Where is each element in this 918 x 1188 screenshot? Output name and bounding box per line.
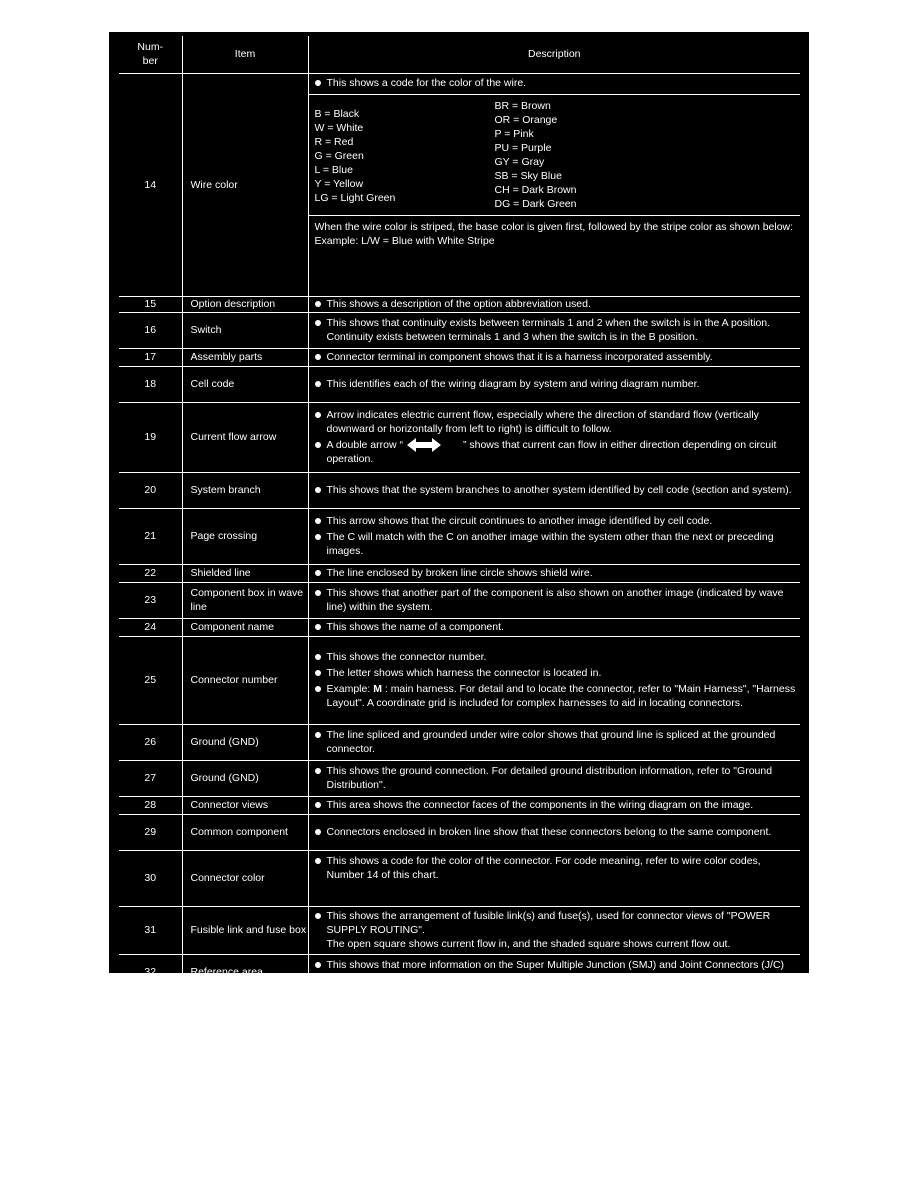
row-description xyxy=(308,312,800,348)
double-arrow-icon xyxy=(407,438,441,452)
row-description xyxy=(308,724,800,760)
bullet-text xyxy=(327,620,797,634)
bullet xyxy=(315,316,797,344)
row-item: Ground (GND) xyxy=(182,760,308,796)
row-number: 29 xyxy=(119,814,182,850)
color-code: BR = Brown xyxy=(494,99,551,112)
bullet-dot-icon xyxy=(315,768,321,774)
row-22 xyxy=(119,564,800,582)
color-code: W = White xyxy=(314,121,364,134)
bullet-text xyxy=(327,297,797,311)
bullet xyxy=(315,483,797,497)
bullet-dot-icon xyxy=(315,962,321,968)
bullet xyxy=(315,764,797,792)
row-number: 25 xyxy=(119,636,182,724)
row-item: Connector views xyxy=(182,796,308,814)
row-number: 28 xyxy=(119,796,182,814)
bullet-dot-icon xyxy=(315,301,321,307)
row-item: Current flow arrow xyxy=(182,402,308,472)
row-description xyxy=(308,564,800,582)
bullet-text xyxy=(327,566,797,580)
bullet-text: This shows a code for the color of the wire. xyxy=(326,76,527,89)
row-description xyxy=(308,296,800,312)
row-item: Component box in wave line xyxy=(182,582,308,618)
row-item: Connector number xyxy=(182,636,308,724)
row-number: 32 xyxy=(119,954,182,990)
bullet-text xyxy=(327,650,797,664)
row-description xyxy=(308,366,800,402)
bullet-label: This shows that more information on the Super Multiple Junction (SMJ) and Joint Connectors (J/C) exists. xyxy=(326,959,785,985)
row-item: Reference area xyxy=(182,954,308,990)
color-code: R = Red xyxy=(314,135,354,148)
bullet-label: This shows that continuity exists between terminals 1 and 2 when the switch is in the A position. Continuity exists between terminals 1 and 3 when the switch is in the B position. xyxy=(326,317,771,343)
extra-line: The open square shows current flow in, and the shaded square shows current flow out. xyxy=(326,938,731,950)
row-description xyxy=(308,760,800,796)
striped-example: Example: L/W = Blue with White Stripe xyxy=(314,234,495,247)
row-description xyxy=(308,73,800,296)
bullet-text xyxy=(327,825,797,839)
bullet-dot-icon xyxy=(315,829,321,835)
row-number: 30 xyxy=(119,850,182,906)
row-31 xyxy=(119,906,800,954)
example-lead: Example: xyxy=(326,683,374,695)
row-description xyxy=(308,402,800,472)
row-28 xyxy=(119,796,800,814)
legend-table xyxy=(119,36,800,991)
bullet xyxy=(315,958,797,986)
color-code: G = Green xyxy=(314,149,364,162)
bullet-text xyxy=(327,764,797,792)
bullet-dot-icon xyxy=(315,913,321,919)
bullet-text xyxy=(327,682,797,710)
bullet-text xyxy=(327,728,797,756)
color-code: CH = Dark Brown xyxy=(494,183,577,196)
bullet-label: This shows the connector number. xyxy=(326,651,487,663)
bullet-label: The letter shows which harness the connector is located in. xyxy=(326,667,602,679)
row-description xyxy=(308,348,800,366)
row-item: Page crossing xyxy=(182,508,308,564)
row-number: 26 xyxy=(119,724,182,760)
row-description xyxy=(308,814,800,850)
row-21 xyxy=(119,508,800,564)
bullet-label: This identifies each of the wiring diagram by system and wiring diagram number. xyxy=(326,378,700,390)
row-description xyxy=(308,906,800,954)
bullet-text xyxy=(327,909,797,937)
bullet-dot-icon xyxy=(315,80,321,86)
row-number: 19 xyxy=(119,402,182,472)
bullet-label: Connector terminal in component shows that it is a harness incorporated assembly. xyxy=(326,351,713,363)
row-16 xyxy=(119,312,800,348)
row-26 xyxy=(119,724,800,760)
row-17 xyxy=(119,348,800,366)
row-description xyxy=(308,582,800,618)
bullet-dot-icon xyxy=(315,487,321,493)
bullet xyxy=(315,728,797,756)
header-item: Item xyxy=(182,36,308,73)
row-item: Component name xyxy=(182,618,308,636)
bullet-label: This shows the ground connection. For detailed ground distribution information, refer to "Ground Distribution". xyxy=(326,765,773,791)
bullet xyxy=(315,377,797,391)
color-code: GY = Gray xyxy=(494,155,545,168)
bullet xyxy=(315,825,797,839)
bullet-text xyxy=(327,316,797,344)
row-19 xyxy=(119,402,800,472)
bullet xyxy=(315,76,797,90)
row-24 xyxy=(119,618,800,636)
header-description: Description xyxy=(308,36,800,73)
row-description xyxy=(308,472,800,508)
bullet-label: The line spliced and grounded under wire color shows that ground line is spliced at the grounded connector. xyxy=(326,729,776,755)
row-item: Switch xyxy=(182,312,308,348)
row-item: Connector color xyxy=(182,850,308,906)
row-item: Cell code xyxy=(182,366,308,402)
bullet xyxy=(315,854,797,882)
bullet-text xyxy=(327,798,797,812)
row-description xyxy=(308,954,800,990)
row-18 xyxy=(119,366,800,402)
row-number: 21 xyxy=(119,508,182,564)
bullet-label: This shows a code for the color of the connector. For code meaning, refer to wire color codes, Number 14 of this chart. xyxy=(326,854,761,881)
bullet-text xyxy=(327,350,797,364)
arrow-lead: A double arrow “ xyxy=(326,438,403,451)
bullet xyxy=(315,650,797,664)
row-30 xyxy=(119,850,800,906)
bullet xyxy=(315,682,797,710)
row-number: 15 xyxy=(119,296,182,312)
header-row xyxy=(119,36,800,73)
row-description xyxy=(308,618,800,636)
bullet-dot-icon xyxy=(315,442,321,448)
color-code: B = Black xyxy=(314,107,360,120)
row-27 xyxy=(119,760,800,796)
header-number: Num- ber xyxy=(119,36,182,73)
row-number: 23 xyxy=(119,582,182,618)
row-number: 14 xyxy=(119,73,182,296)
wire-color-codes xyxy=(315,99,797,211)
bullet-dot-icon xyxy=(315,381,321,387)
bullet-dot-icon xyxy=(315,570,321,576)
wiring-legend-sheet xyxy=(109,32,809,985)
codes-left-column xyxy=(315,99,495,211)
bullet-text xyxy=(327,514,797,528)
row-item: Option description xyxy=(182,296,308,312)
row-item: Shielded line xyxy=(182,564,308,582)
color-code: Y = Yellow xyxy=(314,177,364,190)
bullet-text xyxy=(327,408,797,436)
bullet xyxy=(315,514,797,528)
row-item: System branch xyxy=(182,472,308,508)
arrow-tail: ” shows that current can flow in either direction depending on circuit operation. xyxy=(326,438,777,466)
row-number: 17 xyxy=(119,348,182,366)
bullet-text xyxy=(327,958,797,986)
row-description xyxy=(308,796,800,814)
row-item: Assembly parts xyxy=(182,348,308,366)
bullet xyxy=(315,798,797,812)
bullet-dot-icon xyxy=(315,320,321,326)
row-item: Common component xyxy=(182,814,308,850)
bullet xyxy=(315,438,797,466)
color-code: DG = Dark Green xyxy=(494,197,577,210)
bullet-label: This shows that the system branches to another system identified by cell code (section and system). xyxy=(326,484,792,496)
bullet xyxy=(315,909,797,937)
row-29 xyxy=(119,814,800,850)
bullet-dot-icon xyxy=(315,624,321,630)
bullet-dot-icon xyxy=(315,732,321,738)
color-code: OR = Orange xyxy=(494,113,558,126)
row-number: 31 xyxy=(119,906,182,954)
bullet xyxy=(315,566,797,580)
bullet-text xyxy=(327,438,797,466)
row-description xyxy=(308,636,800,724)
row-description xyxy=(308,508,800,564)
bullet-label: Connectors enclosed in broken line show that these connectors belong to the same component. xyxy=(326,826,772,838)
divider xyxy=(309,94,801,95)
bullet-label: This shows the name of a component. xyxy=(326,621,504,633)
example-tail: : main harness. For detail and to locate the connector, refer to "Main Harness", "Harness Layout". A coordinate grid is included for complex harnesses to aid in locating connectors. xyxy=(326,683,796,709)
bullet-dot-icon xyxy=(315,590,321,596)
bullet-dot-icon xyxy=(315,354,321,360)
row-14 xyxy=(119,73,800,296)
color-code: P = Pink xyxy=(494,127,534,140)
row-15 xyxy=(119,296,800,312)
bullet-dot-icon xyxy=(315,534,321,540)
bullet-text xyxy=(327,666,797,680)
color-code: L = Blue xyxy=(314,163,353,176)
striped-note: When the wire color is striped, the base color is given first, followed by the stripe color as shown below: xyxy=(314,220,794,233)
bullet-label: The line enclosed by broken line circle shows shield wire. xyxy=(326,567,593,579)
bullet xyxy=(315,586,797,614)
bullet-dot-icon xyxy=(315,518,321,524)
bullet-text xyxy=(327,530,797,558)
codes-right-column xyxy=(495,99,797,211)
bullet-dot-icon xyxy=(315,654,321,660)
bullet xyxy=(315,350,797,364)
bullet-label: Arrow indicates electric current flow, especially where the direction of standard flow (vertically downward or horizontally from left to right) is difficult to follow. xyxy=(326,408,759,435)
row-number: 22 xyxy=(119,564,182,582)
bullet-label: This area shows the connector faces of the components in the wiring diagram on the image. xyxy=(326,799,754,811)
bullet-dot-icon xyxy=(315,802,321,808)
row-25 xyxy=(119,636,800,724)
bullet-label: This arrow shows that the circuit continues to another image identified by cell code. xyxy=(326,515,713,527)
bullet xyxy=(315,408,797,436)
row-item: Wire color xyxy=(182,73,308,296)
bullet-text xyxy=(327,377,797,391)
bullet-label: This shows a description of the option abbreviation used. xyxy=(326,298,591,310)
bullet-dot-icon xyxy=(315,412,321,418)
bullet xyxy=(315,620,797,634)
row-item: Ground (GND) xyxy=(182,724,308,760)
row-description xyxy=(308,850,800,906)
bullet-dot-icon xyxy=(315,858,321,864)
row-number: 20 xyxy=(119,472,182,508)
bullet-text xyxy=(327,586,797,614)
row-number: 16 xyxy=(119,312,182,348)
bullet-text xyxy=(327,854,797,882)
bullet xyxy=(315,666,797,680)
row-20 xyxy=(119,472,800,508)
bullet-dot-icon xyxy=(315,686,321,692)
row-number: 18 xyxy=(119,366,182,402)
bullet xyxy=(315,530,797,558)
row-number: 24 xyxy=(119,618,182,636)
bullet-label: This shows that another part of the component is also shown on another image (indicated by wave line) within the system. xyxy=(326,587,784,613)
row-number: 27 xyxy=(119,760,182,796)
row-32 xyxy=(119,954,800,990)
bullet-label: This shows the arrangement of fusible link(s) and fuse(s), used for connector views of "POWER SUPPLY ROUTING". xyxy=(326,910,771,936)
bullet-label: The C will match with the C on another image within the system other than the next or preceding images. xyxy=(326,531,774,557)
row-item: Fusible link and fuse box xyxy=(182,906,308,954)
divider xyxy=(309,215,801,216)
bullet-dot-icon xyxy=(315,670,321,676)
color-code: LG = Light Green xyxy=(314,191,396,204)
harness-letter: M xyxy=(373,683,382,695)
bullet-text xyxy=(327,483,797,497)
bullet xyxy=(315,297,797,311)
color-code: PU = Purple xyxy=(494,141,552,154)
row-23 xyxy=(119,582,800,618)
color-code: SB = Sky Blue xyxy=(494,169,562,182)
